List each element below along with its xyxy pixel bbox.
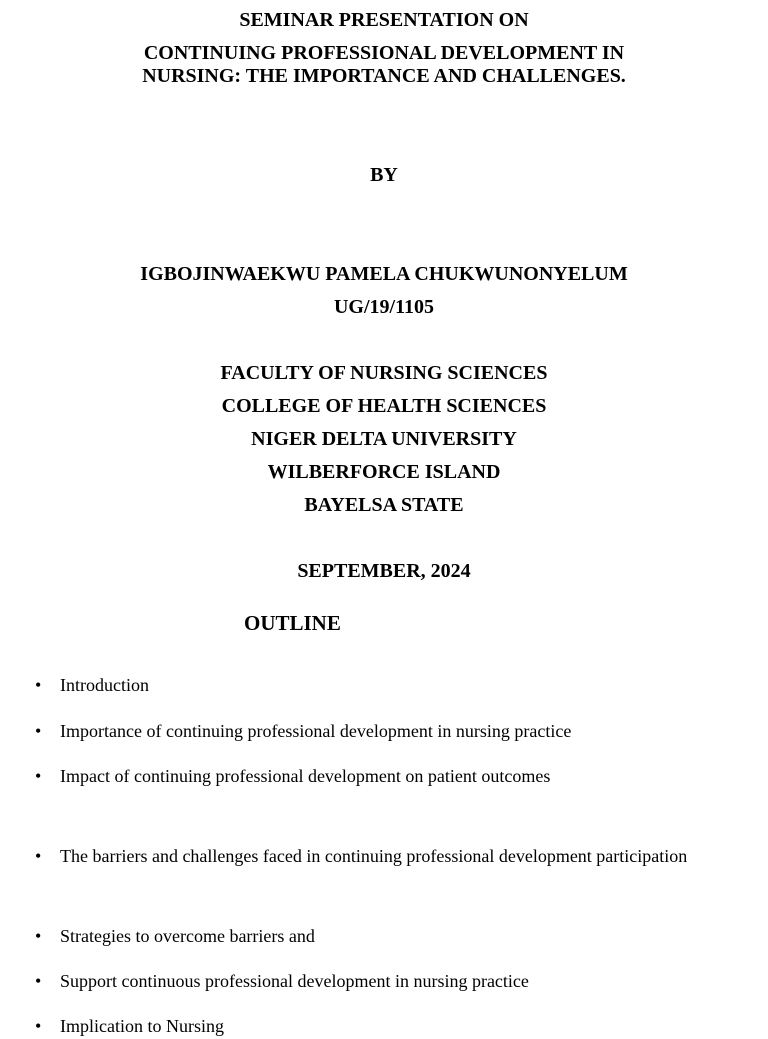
state-name: BAYELSA STATE xyxy=(304,494,464,516)
list-item xyxy=(0,970,768,994)
location-name: WILBERFORCE ISLAND xyxy=(267,461,501,483)
list-item xyxy=(0,765,768,789)
list-item xyxy=(0,925,768,949)
list-item-text: Introduction xyxy=(60,675,149,695)
list-item xyxy=(0,1015,768,1039)
list-item xyxy=(0,674,768,698)
college-name: COLLEGE OF HEALTH SCIENCES xyxy=(221,395,547,417)
list-item-text: Importance of continuing professional development in nursing practice xyxy=(60,721,572,741)
bullet-icon: • xyxy=(35,971,42,991)
author-name: IGBOJINWAEKWU PAMELA CHUKWUNONYELUM xyxy=(140,263,628,285)
bullet-icon: • xyxy=(35,846,42,866)
university-name: NIGER DELTA UNIVERSITY xyxy=(251,428,517,450)
title-line-1: CONTINUING PROFESSIONAL DEVELOPMENT IN xyxy=(143,42,625,64)
title-line-2: NURSING: THE IMPORTANCE AND CHALLENGES. xyxy=(142,65,626,87)
list-item-text: Implication to Nursing xyxy=(60,1016,224,1036)
seminar-line: SEMINAR PRESENTATION ON xyxy=(239,9,529,31)
bullet-icon: • xyxy=(35,1016,42,1036)
faculty-name: FACULTY OF NURSING SCIENCES xyxy=(220,362,548,384)
list-item xyxy=(0,845,768,869)
outline-heading: OUTLINE xyxy=(244,611,341,635)
outline-page xyxy=(0,577,768,1036)
list-item-text: Strategies to overcome barriers and xyxy=(60,926,315,946)
bullet-icon: • xyxy=(35,675,42,695)
registration-number: UG/19/1105 xyxy=(333,296,434,318)
bullet-icon: • xyxy=(35,721,42,741)
list-item-text: The barriers and challenges faced in continuing professional development participation xyxy=(60,846,688,866)
list-item-text: Support continuous professional development in nursing practice xyxy=(60,971,529,991)
presentation-date: SEPTEMBER, 2024 xyxy=(297,560,471,582)
bullet-icon: • xyxy=(35,766,42,786)
by-line: BY xyxy=(370,164,398,186)
list-item-text: Impact of continuing professional development on patient outcomes xyxy=(60,766,551,786)
bullet-icon: • xyxy=(35,926,42,946)
list-item xyxy=(0,720,768,744)
